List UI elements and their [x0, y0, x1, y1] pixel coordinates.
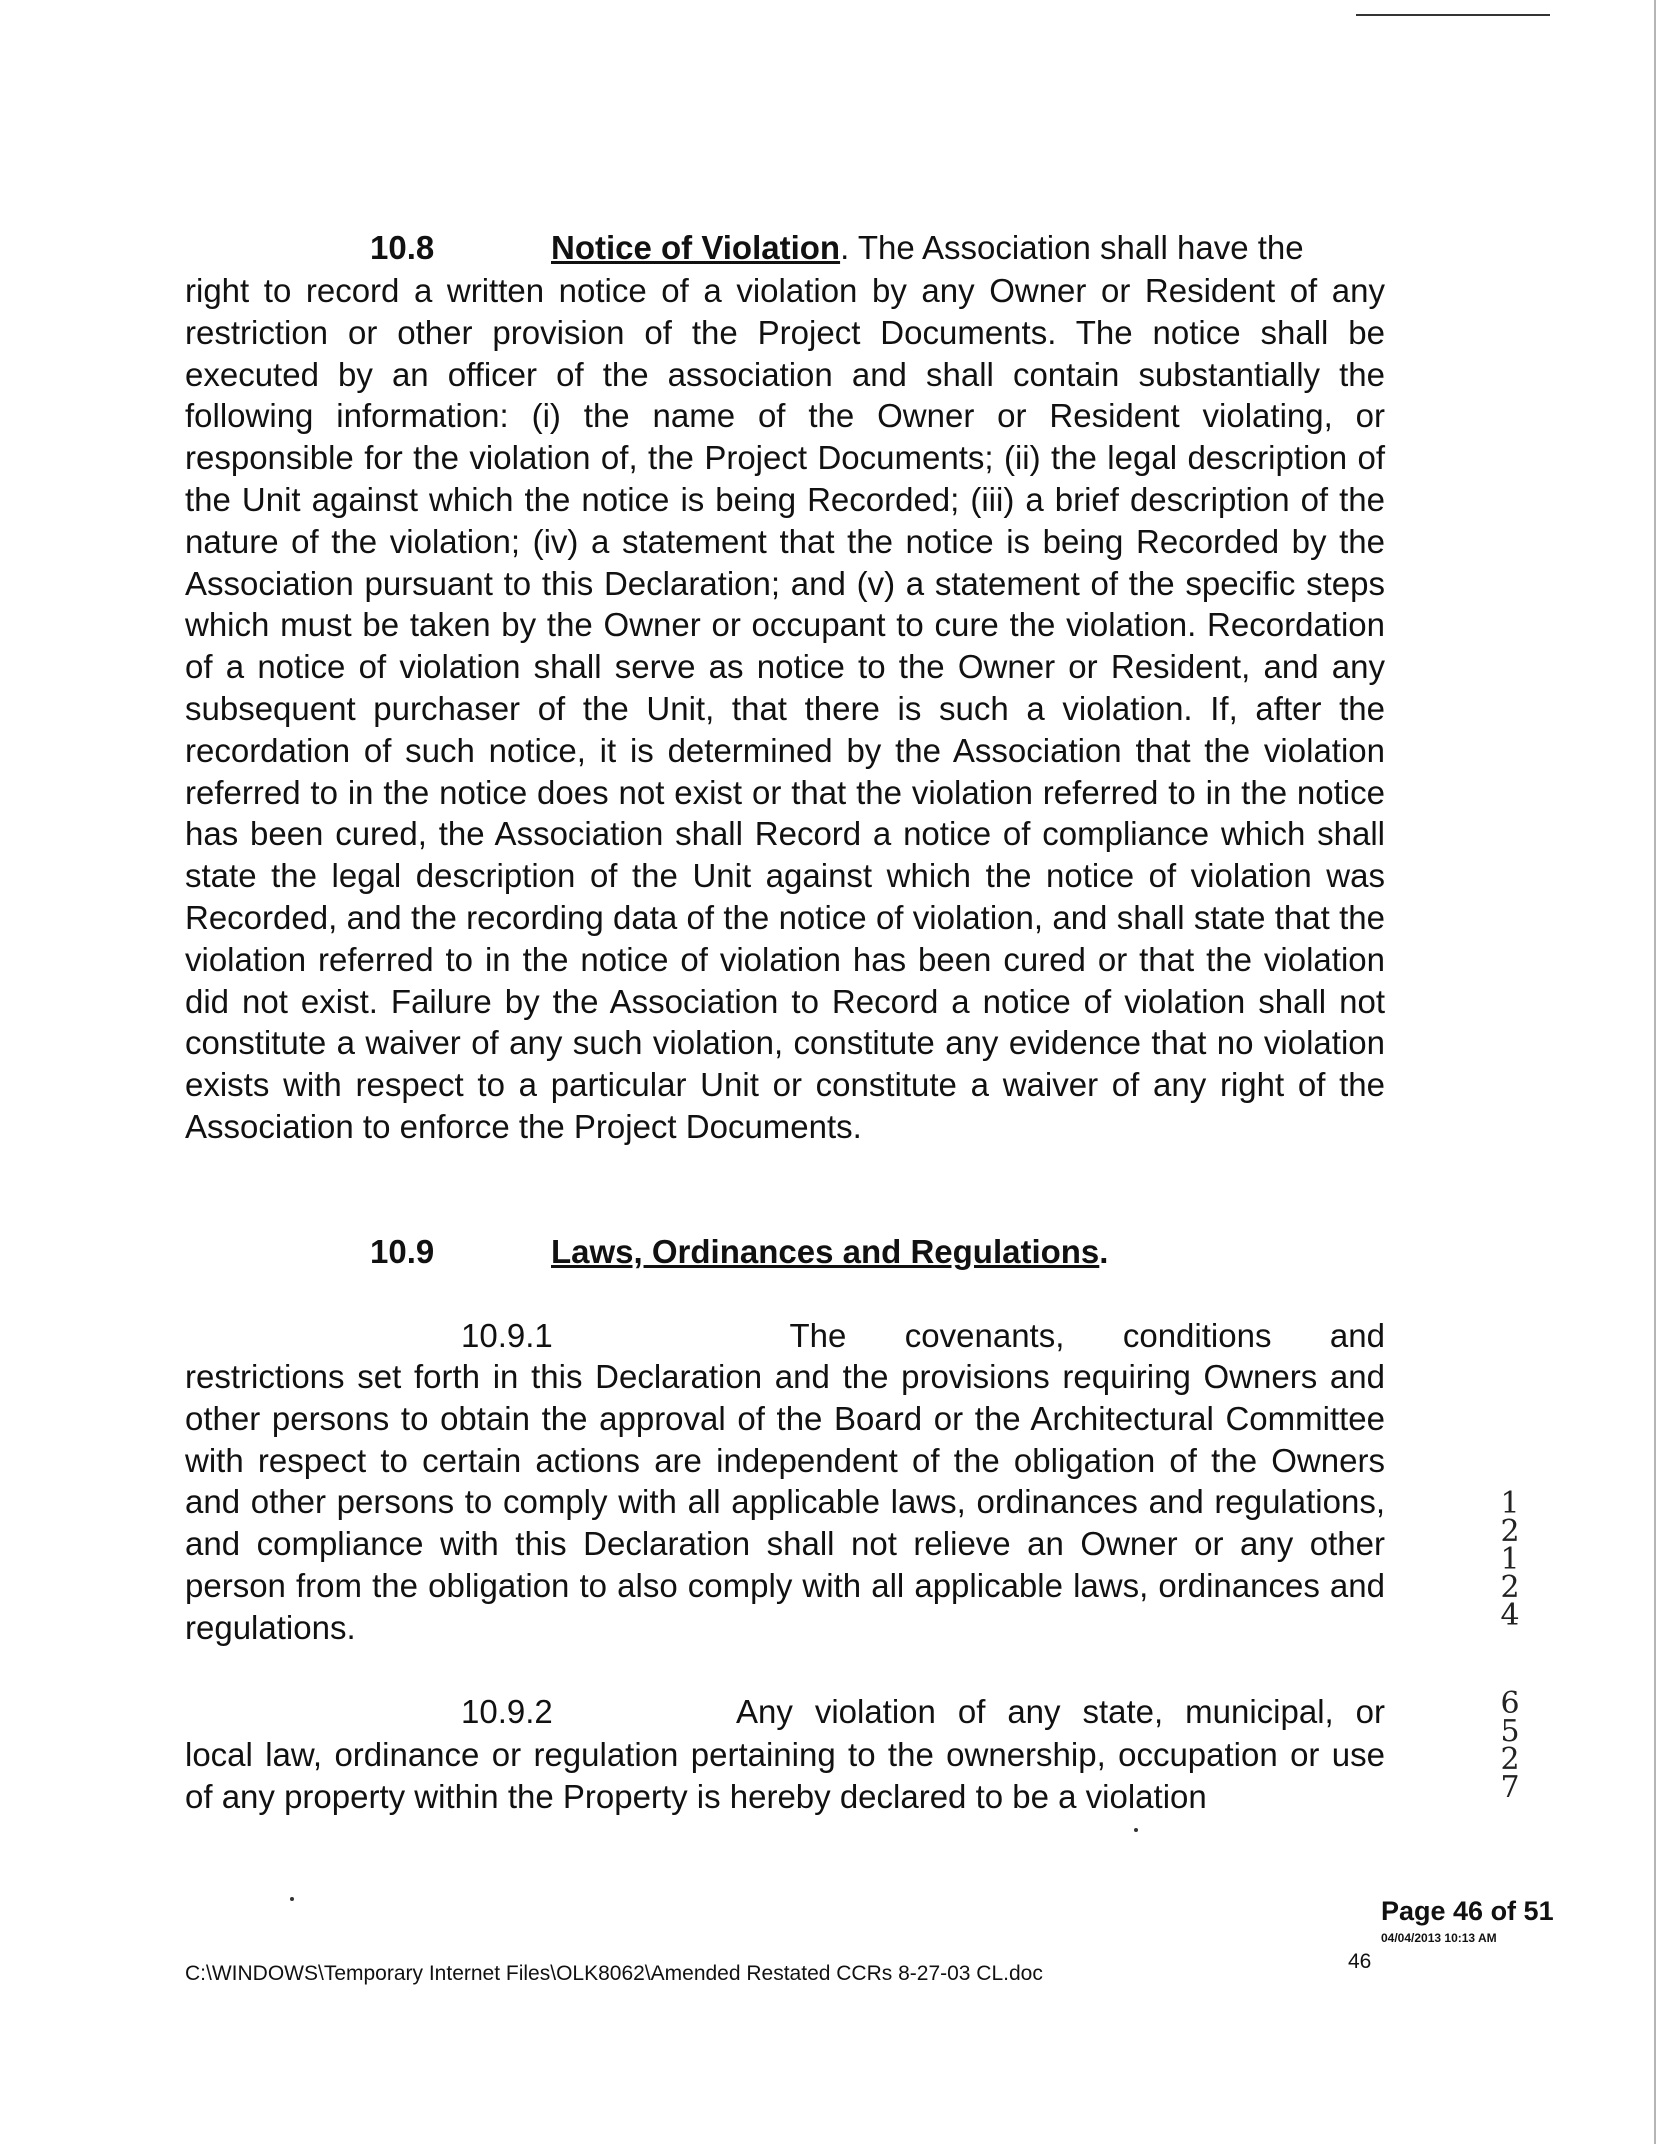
section-10-9-1-word: The: [789, 1317, 847, 1354]
page-label: Page 46 of 51: [1381, 1896, 1554, 1926]
section-10-9-2-number: 10.9.2: [461, 1693, 553, 1730]
section-10-9-2-first-line-rest: Any violation of any state, municipal, or: [736, 1693, 1385, 1730]
page-number: 46: [1348, 1950, 1372, 1973]
file-path: C:\WINDOWS\Temporary Internet Files\OLK8062\Amended Restated CCRs 8-27-03 CL.doc: [185, 1962, 1043, 1985]
stamp-digit: 2: [1500, 1514, 1520, 1549]
section-10-8-first-line-rest: The Association shall have the: [857, 229, 1304, 266]
stamp-digit: 6: [1500, 1686, 1520, 1721]
section-10-9-1-body: restrictions set forth in this Declaration and the provisions requiring Owners and other persons to obtain the approval of the Board or the Architectural Committee with respect to certain actions are independent of the obligation of the Owners and other persons to comply with all applicable laws, ordinances and regulations, and compliance with this Declaration shall not relieve an Owner or any other person from the obligation to also comply with all applicable laws, ordinances and regulations.: [185, 1358, 1385, 1646]
recording-stamp-group-2: [1490, 1686, 1530, 1805]
section-10-8-first-line: 10.8 Notice of Violation. The Association shall have the: [370, 229, 1304, 266]
section-10-9-1-number: 10.9.1: [461, 1317, 553, 1354]
section-10-9-title: Laws, Ordinances and Regulations: [551, 1233, 1100, 1270]
section-10-8-number: 10.8: [370, 229, 435, 266]
section-10-8-body: right to record a written notice of a violation by any Owner or Resident of any restriction or other provision of the Project Documents. The notice shall be executed by an officer of the association and shall contain substantially the following information: (i) the name of the Owner or Resident violating, or responsible for the violation of, the Project Documents; (ii) the legal description of the Unit against which the notice is being Recorded; (iii) a brief description of the nature of the violation; (iv) a statement that the notice is being Recorded by the Association pursuant to this Declaration; and (v) a statement of the specific steps which must be taken by the Owner or occupant to cure the violation. Recordation of a notice of violation shall serve as notice to the Owner or Resident, and any subsequent purchaser of the Unit, that there is such a violation. If, after the recordation of such notice, it is determined by the Association that the violation referred to in the notice does not exist or that the violation referred to in the notice has been cured, the Association shall Record a notice of compliance which shall state the legal description of the Unit against which the notice of violation was Recorded, and the recording data of the notice of violation, and shall state that the violation referred to in the notice of violation has been cured or that the violation did not exist. Failure by the Association to Record a notice of violation shall not constitute a waiver of any such violation, constitute any evidence that no violation exists with respect to a particular Unit or constitute a waiver of any right of the Association to enforce the Project Documents.: [185, 272, 1385, 1145]
header-rule: [1356, 14, 1550, 16]
section-10-8-title: Notice of Violation: [551, 229, 841, 266]
section-10-9-2-body: local law, ordinance or regulation pertaining to the ownership, occupation or use of any property within the Property is hereby declared to be a violation: [185, 1736, 1385, 1815]
scan-speck: [1134, 1828, 1138, 1832]
section-10-9-2-first-line: [461, 1693, 1385, 1731]
page-edge: [1654, 0, 1656, 2144]
stamp-digit: 2: [1500, 1742, 1520, 1777]
scan-speck: [290, 1897, 294, 1901]
stamp-digit: 4: [1500, 1598, 1520, 1633]
recording-stamp-group-1: [1490, 1486, 1530, 1633]
section-10-9-1-word: conditions: [1122, 1317, 1272, 1354]
stamp-digit: 5: [1500, 1714, 1520, 1749]
section-10-9-heading: 10.9 Laws, Ordinances and Regulations.: [370, 1233, 1109, 1270]
section-10-9-1-first-line: [461, 1315, 1385, 1357]
section-10-9-1-word: covenants,: [904, 1317, 1065, 1354]
stamp-digit: 7: [1500, 1770, 1520, 1805]
section-10-9-1-word: and: [1329, 1317, 1385, 1354]
stamp-digit: 1: [1500, 1486, 1520, 1521]
timestamp: 04/04/2013 10:13 AM: [1381, 1931, 1497, 1945]
stamp-digit: 2: [1500, 1570, 1520, 1605]
section-10-9-number: 10.9: [370, 1233, 435, 1270]
stamp-digit: 1: [1500, 1542, 1520, 1577]
